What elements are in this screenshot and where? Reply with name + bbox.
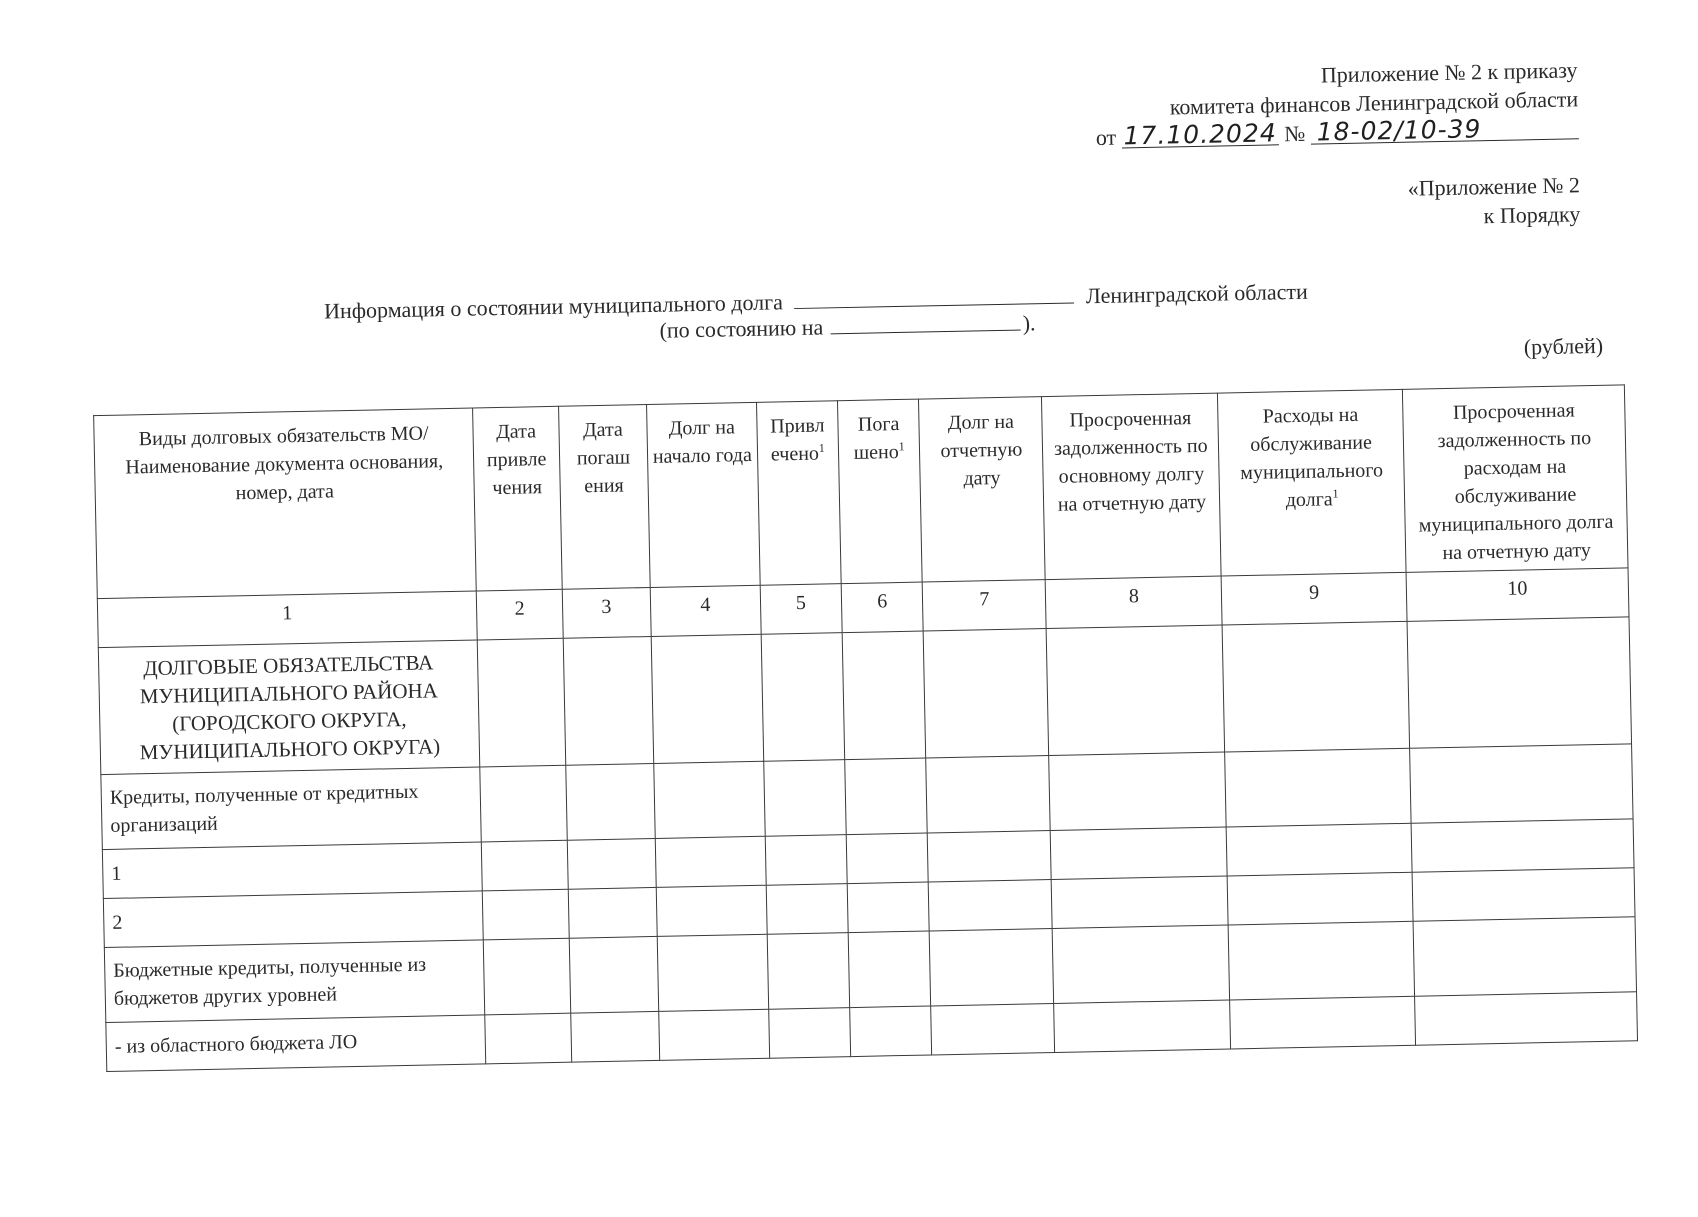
handwritten-order-number: 18-02/10-39: [1310, 116, 1578, 144]
empty-cell: [926, 756, 1051, 833]
empty-cell: [654, 761, 765, 838]
procedure-appendix-line2: к Порядку: [1483, 201, 1581, 229]
title-text-start: Информация о состоянии муниципального долга: [323, 289, 784, 324]
footnote-mark: 1: [898, 439, 905, 454]
header-cell-raised: [756, 401, 841, 586]
column-number: 4: [650, 585, 761, 636]
header-row: [94, 385, 1628, 599]
procedure-appendix-line1: «Приложение № 2: [1407, 172, 1581, 201]
order-appendix-line: Приложение № 2 к приказу: [1320, 57, 1578, 88]
empty-cell: [1411, 819, 1634, 872]
units-label: (рублей): [1523, 332, 1604, 360]
column-number: 2: [476, 589, 563, 640]
order-reference: [1094, 55, 1579, 152]
empty-cell: [563, 637, 653, 766]
empty-cell: [930, 928, 1055, 1005]
column-number: 9: [1221, 572, 1407, 625]
empty-cell: [483, 938, 570, 1015]
header-repaid-text: Пога шено: [853, 412, 900, 464]
empty-cell: [1413, 917, 1637, 996]
empty-cell: [931, 1003, 1055, 1054]
empty-cell: [567, 838, 656, 889]
column-number: 6: [841, 582, 923, 633]
header-cell-obligation-type: Виды долговых обязательств МО/ Наименование документа основания, номер, дата: [94, 408, 477, 599]
column-number: 8: [1046, 576, 1223, 629]
order-committee-line: комитета финансов Ленинградской области: [1169, 86, 1579, 120]
municipal-debt-table: [93, 384, 1638, 1072]
empty-cell: [845, 758, 928, 835]
title-as-of-label: (по состоянию на: [659, 314, 824, 343]
column-number: 3: [562, 588, 651, 639]
handwritten-order-date: 17.10.2024: [1123, 118, 1278, 151]
empty-cell: [1047, 625, 1225, 756]
procedure-appendix: [1407, 170, 1580, 231]
empty-cell: [929, 880, 1053, 931]
empty-cell: [1227, 872, 1413, 925]
row-label-regional-budget: - из областного бюджета ЛО: [106, 1015, 486, 1072]
empty-cell: [928, 831, 1052, 882]
as-of-date-blank: [831, 312, 1021, 335]
row-label-item-1: 1: [102, 842, 482, 899]
empty-cell: [847, 882, 929, 933]
column-number: 5: [760, 584, 842, 635]
empty-cell: [768, 1008, 850, 1059]
empty-cell: [1226, 823, 1412, 876]
empty-cell: [655, 836, 766, 887]
header-cell-debt-report-date: Долг на отчетную дату: [919, 397, 1046, 582]
empty-cell: [765, 835, 847, 886]
empty-cell: [1051, 827, 1228, 880]
empty-cell: [1410, 744, 1634, 823]
header-cell-servicing-costs: [1218, 389, 1406, 576]
empty-cell: [848, 931, 931, 1008]
header-cell-overdue-servicing: Просроченная задолженность по расходам на обслуживание муниципального долга на отчетную дату: [1402, 385, 1628, 572]
header-cell-raise-date: Дата привле чения: [473, 406, 562, 591]
empty-cell: [1222, 621, 1409, 752]
row-label-district-obligations: ДОЛГОВЫЕ ОБЯЗАТЕЛЬСТВА МУНИЦИПАЛЬНОГО РАЙОНА (ГОРОДСКОГО ОКРУГА, МУНИЦИПАЛЬНОГО ОКРУГА): [98, 640, 480, 775]
empty-cell: [763, 760, 846, 837]
empty-cell: [569, 936, 658, 1013]
header-cell-repay-date: Дата погаш ения: [558, 405, 650, 590]
header-cell-overdue-principal: Просроченная задолженность по основному долгу на отчетную дату: [1042, 393, 1221, 579]
empty-cell: [842, 631, 926, 760]
column-number: 1: [97, 591, 477, 648]
empty-cell: [1407, 617, 1632, 748]
empty-cell: [1049, 752, 1226, 831]
empty-cell: [1230, 996, 1416, 1049]
row-label-budget-loans: Бюджетные кредиты, полученные из бюджетов других уровней: [104, 940, 485, 1023]
empty-cell: [1228, 921, 1414, 1000]
empty-cell: [1225, 748, 1411, 827]
column-number: 7: [923, 580, 1047, 631]
title-text-region: Ленинградской области: [1085, 278, 1309, 309]
empty-cell: [924, 629, 1050, 758]
empty-cell: [1415, 992, 1638, 1045]
empty-cell: [767, 933, 850, 1010]
header-cell-repaid: [838, 399, 923, 584]
header-raised-text: Привл ечено: [770, 414, 825, 466]
order-number-sign: №: [1283, 120, 1306, 147]
footnote-mark: 1: [818, 440, 825, 455]
empty-cell: [566, 763, 655, 840]
order-from-label: от: [1095, 124, 1117, 150]
empty-cell: [571, 1011, 660, 1062]
empty-cell: [485, 1013, 572, 1064]
document-title: [324, 277, 1405, 351]
empty-cell: [1412, 868, 1635, 921]
empty-cell: [482, 889, 569, 940]
empty-cell: [761, 633, 845, 762]
empty-cell: [766, 884, 848, 935]
empty-cell: [657, 934, 768, 1011]
empty-cell: [1053, 925, 1230, 1004]
footnote-mark: 1: [1332, 486, 1339, 501]
empty-cell: [1052, 876, 1229, 929]
municipality-blank: [794, 284, 1074, 309]
empty-cell: [850, 1006, 932, 1057]
empty-cell: [1054, 1000, 1231, 1053]
row-label-credit-org-loans: Кредиты, полученные от кредитных организаций: [101, 767, 482, 850]
title-closing: ).: [1022, 310, 1036, 336]
empty-cell: [568, 887, 657, 938]
empty-cell: [477, 638, 565, 767]
row-label-item-2: 2: [103, 891, 483, 948]
empty-cell: [659, 1009, 770, 1060]
empty-cell: [846, 833, 928, 884]
empty-cell: [656, 885, 767, 936]
empty-cell: [651, 634, 763, 763]
header-cell-debt-start-year: Долг на начало года: [646, 402, 760, 587]
column-number: 10: [1406, 568, 1629, 621]
header-servicing-text: Расходы на обслуживание муниципального долга: [1240, 403, 1384, 512]
empty-cell: [480, 765, 567, 842]
empty-cell: [481, 840, 568, 891]
